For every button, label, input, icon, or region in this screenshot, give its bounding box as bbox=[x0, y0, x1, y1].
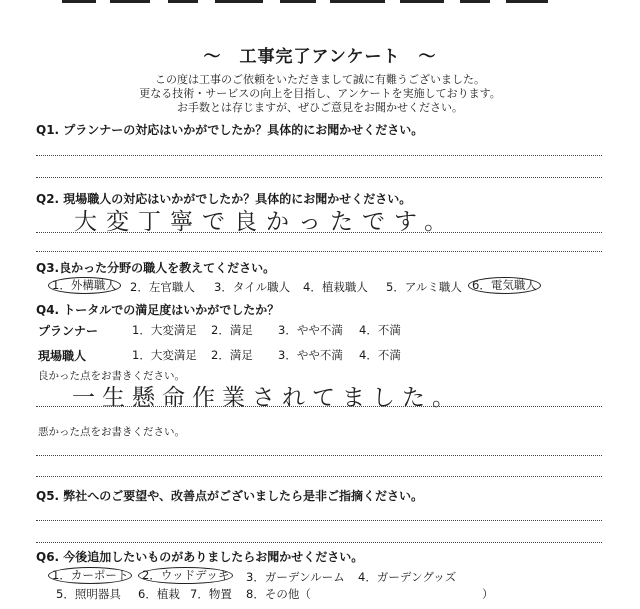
q4-site-label: 現場職人 bbox=[38, 349, 87, 363]
top-edge-fragment bbox=[0, 0, 640, 4]
q6-option-1-circled: 1．カーポート bbox=[48, 567, 132, 584]
q3-option-5: 5．アルミ職人 bbox=[386, 280, 462, 294]
q4-planner-scale-1: 1．大変満足 bbox=[132, 323, 197, 337]
answer-line bbox=[36, 251, 602, 252]
q6-option-4: 4．ガーデングッズ bbox=[358, 570, 457, 584]
intro-line-1: この度は工事のご依頼をいただきまして誠に有難うございました。 bbox=[155, 73, 485, 86]
q3-option-6-circled: 6．電気職人 bbox=[468, 277, 541, 294]
q4-label: Q4. トータルでの満足度はいかがでしたか？ bbox=[36, 303, 280, 317]
q6-option-2-circled: 2．ウッドデッキ bbox=[138, 567, 233, 584]
survey-title: ～ 工事完了アンケート ～ bbox=[203, 47, 437, 67]
q4-site-scale-4: 4．不満 bbox=[359, 348, 401, 362]
answer-line bbox=[36, 155, 602, 156]
q4-site-scale-3: 3．やや不満 bbox=[278, 348, 343, 362]
q6-option-6: 6．植栽 bbox=[138, 587, 180, 601]
intro-line-3: お手数とは存じますが、ぜひご意見をお聞かせください。 bbox=[177, 101, 463, 114]
answer-line bbox=[36, 232, 602, 233]
q4-site-scale-1: 1．大変満足 bbox=[132, 348, 197, 362]
q1-label: Q1. プランナーの対応はいかがでしたか？具体的にお聞かせください。 bbox=[36, 123, 424, 137]
q4-good-prompt: 良かった点をお書きください。 bbox=[38, 370, 185, 382]
q6-option-5: 5．照明器具 bbox=[56, 587, 121, 601]
q4-good-handwritten-answer: 一生懸命作業されてました。 bbox=[72, 385, 462, 411]
answer-line bbox=[36, 476, 602, 477]
answer-line bbox=[36, 542, 602, 543]
q4-bad-prompt: 悪かった点をお書きください。 bbox=[38, 426, 185, 438]
q4-planner-scale-3: 3．やや不満 bbox=[278, 323, 343, 337]
q3-option-4: 4．植栽職人 bbox=[303, 280, 368, 294]
intro-line-2: 更なる技術・サービスの向上を目指し、アンケートを実施しております。 bbox=[139, 87, 501, 100]
answer-line bbox=[36, 455, 602, 456]
answer-line bbox=[36, 520, 602, 521]
q4-site-scale-2: 2．満足 bbox=[211, 348, 253, 362]
q5-label: Q5. 弊社へのご要望や、改善点がございましたら是非ご指摘ください。 bbox=[36, 489, 424, 503]
q4-planner-scale-2: 2．満足 bbox=[211, 323, 253, 337]
q3-label: Q3.良かった分野の職人を教えてください。 bbox=[36, 261, 276, 275]
q6-option-8: 8．その他（ bbox=[246, 587, 311, 601]
q4-planner-scale-4: 4．不満 bbox=[359, 323, 401, 337]
q3-option-2: 2．左官職人 bbox=[130, 280, 195, 294]
q2-label: Q2. 現場職人の対応はいかがでしたか？具体的にお聞かせください。 bbox=[36, 192, 412, 206]
q2-handwritten-answer: 大変丁寧で良かったです。 bbox=[74, 209, 457, 235]
q3-option-3: 3．タイル職人 bbox=[214, 280, 291, 294]
q4-planner-label: プランナー bbox=[38, 324, 99, 338]
q6-option-3: 3．ガーデンルーム bbox=[246, 570, 345, 584]
answer-line bbox=[36, 177, 602, 178]
q6-label: Q6. 今後追加したいものがありましたらお聞かせください。 bbox=[36, 550, 364, 564]
answer-line bbox=[36, 406, 602, 407]
q6-close-paren: ） bbox=[482, 587, 494, 601]
q3-option-1-circled: 1．外構職人 bbox=[48, 277, 121, 294]
q6-option-7: 7．物置 bbox=[190, 587, 232, 601]
